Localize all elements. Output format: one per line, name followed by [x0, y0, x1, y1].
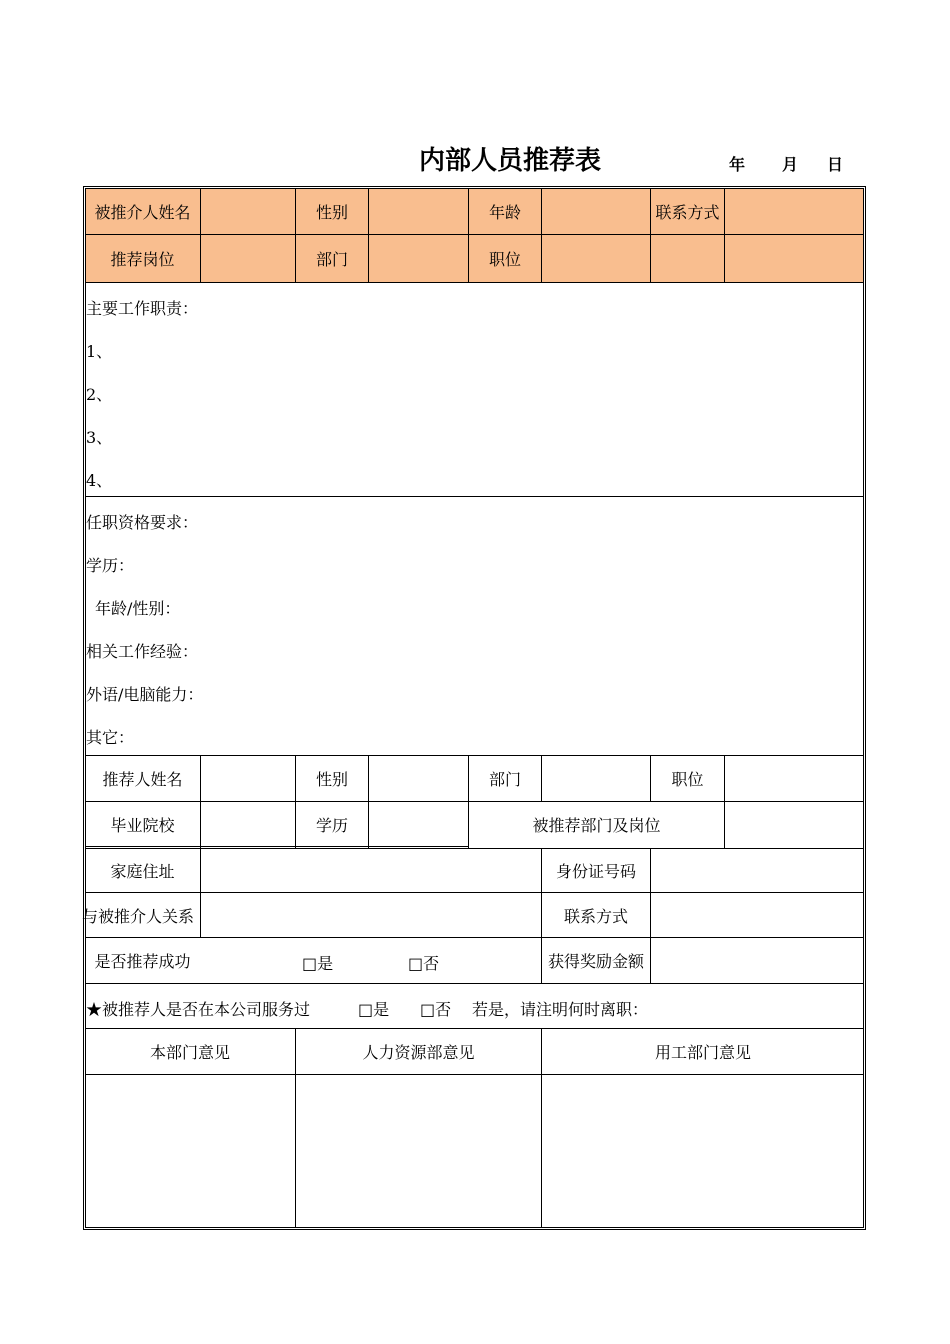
- school-field[interactable]: [201, 802, 295, 847]
- duty-item: 2、: [86, 385, 113, 404]
- page-title: 内部人员推荐表: [418, 146, 601, 176]
- nominee-name-label: 被推介人姓名: [94, 202, 191, 222]
- recommender-education-field[interactable]: [369, 802, 468, 847]
- hr-opinion-field[interactable]: [296, 1075, 541, 1228]
- hr-opinion-label: 人力资源部意见: [362, 1043, 475, 1062]
- department-label: 部门: [315, 250, 348, 269]
- post-label: 职位: [488, 250, 521, 269]
- age-gender-requirement: 年龄/性别：: [95, 599, 181, 618]
- id-number-label: 身份证号码: [555, 862, 636, 881]
- own-dept-opinion-field[interactable]: [85, 1075, 295, 1228]
- date-month-label: 月: [782, 155, 799, 174]
- recommender-education-label: 学历: [315, 816, 348, 835]
- own-dept-opinion-label: 本部门意见: [149, 1043, 230, 1062]
- department-field[interactable]: [369, 235, 468, 282]
- hiring-dept-opinion-label: 用工部门意见: [654, 1043, 751, 1062]
- address-label: 家庭住址: [110, 862, 175, 881]
- nominee-age-field[interactable]: [542, 188, 650, 234]
- reward-label: 获得奖励金额: [547, 952, 644, 971]
- recommender-post-field[interactable]: [725, 756, 864, 801]
- duties-heading: 主要工作职责：: [86, 299, 199, 318]
- service-question: ★被推荐人是否在本公司服务过: [86, 1000, 311, 1019]
- nominee-gender-label: 性别: [315, 202, 348, 222]
- nominee-name-field[interactable]: [201, 188, 295, 234]
- school-label: 毕业院校: [110, 816, 175, 835]
- nominee-age-label: 年龄: [488, 202, 521, 222]
- skills-requirement: 外语/电脑能力：: [86, 685, 204, 704]
- address-field[interactable]: [201, 849, 541, 892]
- id-number-field[interactable]: [651, 849, 864, 892]
- recommender-department-field[interactable]: [542, 756, 650, 801]
- recommender-post-label: 职位: [671, 770, 704, 789]
- nominee-contact-field[interactable]: [725, 188, 864, 234]
- target-dept-position-label: 被推荐部门及岗位: [532, 816, 661, 835]
- recommender-contact-field[interactable]: [651, 893, 864, 937]
- hiring-dept-opinion-field[interactable]: [542, 1075, 864, 1228]
- experience-requirement: 相关工作经验：: [86, 642, 199, 661]
- recommender-name-field[interactable]: [201, 756, 295, 801]
- date-year-label: 年: [729, 155, 746, 174]
- success-label: 是否推荐成功: [94, 952, 191, 971]
- recommender-gender-field[interactable]: [369, 756, 468, 801]
- qualifications-heading: 任职资格要求：: [86, 513, 199, 532]
- relation-label: 与被推介人关系: [82, 906, 195, 926]
- service-yes-checkbox[interactable]: □是: [358, 1000, 390, 1019]
- service-note: 若是，请注明何时离职：: [472, 1000, 649, 1019]
- nominee-gender-field[interactable]: [369, 188, 468, 234]
- nominee-contact-label: 联系方式: [655, 202, 720, 222]
- duty-item: 1、: [86, 342, 113, 361]
- post-field[interactable]: [542, 235, 650, 282]
- reward-field[interactable]: [651, 938, 864, 983]
- date-day-label: 日: [827, 155, 844, 174]
- education-requirement: 学历：: [86, 556, 135, 575]
- success-yes-checkbox[interactable]: □是: [302, 954, 334, 973]
- recommender-contact-label: 联系方式: [563, 906, 628, 926]
- recommender-gender-label: 性别: [315, 770, 348, 789]
- recommended-position-field[interactable]: [201, 235, 295, 282]
- duty-item: 3、: [86, 428, 113, 447]
- other-requirement: 其它：: [86, 728, 135, 747]
- duty-item: 4、: [86, 471, 113, 490]
- target-dept-position-field[interactable]: [725, 802, 864, 847]
- recommender-department-label: 部门: [488, 770, 521, 789]
- success-no-checkbox[interactable]: □否: [408, 954, 440, 973]
- recommended-position-label: 推荐岗位: [110, 250, 175, 269]
- relation-field[interactable]: [201, 893, 541, 937]
- recommender-name-label: 推荐人姓名: [102, 770, 183, 789]
- service-no-checkbox[interactable]: □否: [420, 1000, 452, 1019]
